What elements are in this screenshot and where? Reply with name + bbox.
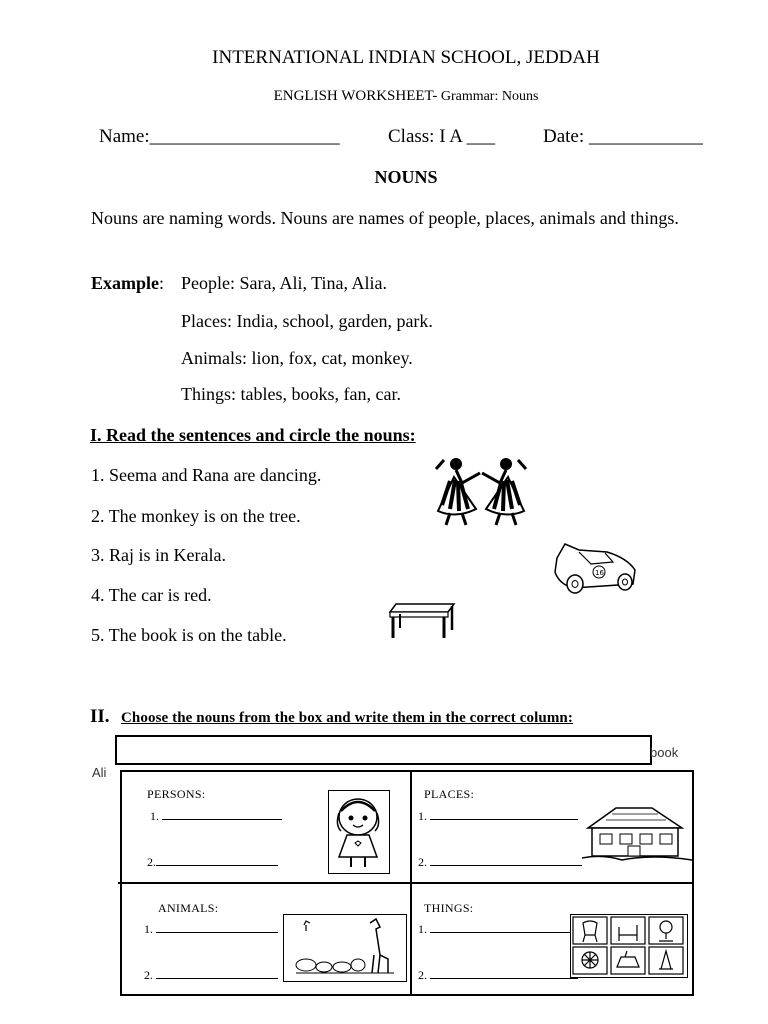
animals-blank-1[interactable] bbox=[144, 922, 278, 937]
sentence-5[interactable]: 5. The book is on the table. bbox=[91, 625, 287, 645]
animals-blank-2[interactable] bbox=[144, 968, 278, 983]
worksheet-title bbox=[0, 88, 768, 105]
example-label: Example bbox=[91, 273, 160, 293]
sentence-1[interactable]: 1. Seema and Rana are dancing. bbox=[91, 465, 322, 485]
animals-heading: ANIMALS: bbox=[158, 901, 219, 915]
household-things-icon bbox=[570, 914, 688, 978]
things-blank-1-num: 1. bbox=[418, 922, 427, 936]
sentence-2[interactable]: 2. The monkey is on the tree. bbox=[91, 506, 301, 526]
house-icon bbox=[582, 804, 692, 864]
worksheet-topic: Grammar: Nouns bbox=[437, 89, 539, 104]
things-blank-1[interactable] bbox=[418, 922, 578, 937]
places-blank-1[interactable] bbox=[418, 809, 578, 824]
example-animals: Animals: lion, fox, cat, monkey. bbox=[181, 348, 413, 368]
example-colon: : bbox=[159, 273, 165, 293]
example-places: Places: India, school, garden, park. bbox=[181, 311, 433, 331]
persons-blank-1-num: 1. bbox=[150, 809, 159, 823]
row-divider bbox=[118, 882, 694, 884]
section2-heading: Choose the nouns from the box and write them in the correct column: bbox=[121, 710, 573, 726]
dancing-girls-icon bbox=[432, 455, 530, 527]
example-things: Things: tables, books, fan, car. bbox=[181, 384, 401, 404]
section1-heading: I. Read the sentences and circle the nouns: bbox=[90, 425, 416, 445]
persons-blank-2-num: 2. bbox=[147, 855, 156, 869]
svg-text:16: 16 bbox=[595, 569, 604, 577]
places-blank-1-num: 1. bbox=[418, 809, 427, 823]
persons-heading: PERSONS: bbox=[147, 787, 206, 801]
date-field[interactable]: Date: ____________ bbox=[543, 126, 703, 147]
girl-icon bbox=[328, 790, 390, 874]
word-box bbox=[115, 735, 652, 765]
animals-icon bbox=[283, 914, 407, 982]
page-title: NOUNS bbox=[374, 167, 438, 187]
worksheet-prefix: ENGLISH WORKSHEET- bbox=[273, 88, 438, 104]
name-field[interactable]: Name:____________________ bbox=[99, 126, 340, 147]
table-icon bbox=[388, 600, 458, 640]
definition-text: Nouns are naming words. Nouns are names of people, places, animals and things. bbox=[91, 208, 679, 228]
example-label-row bbox=[91, 273, 164, 294]
noun-columns-table bbox=[120, 770, 694, 996]
word-box-overflow-right: book bbox=[650, 745, 679, 760]
school-name: INTERNATIONAL INDIAN SCHOOL, JEDDAH bbox=[212, 47, 600, 68]
word-box-overflow-left: Ali bbox=[92, 765, 107, 780]
section2-number: II. bbox=[90, 706, 110, 727]
animals-blank-2-num: 2. bbox=[144, 968, 153, 982]
example-people: People: Sara, Ali, Tina, Alia. bbox=[181, 273, 388, 293]
things-blank-2[interactable] bbox=[418, 968, 578, 983]
race-car-icon bbox=[551, 540, 639, 598]
class-field[interactable]: Class: I A ___ bbox=[388, 126, 496, 147]
things-heading: THINGS: bbox=[424, 901, 474, 915]
places-heading: PLACES: bbox=[424, 787, 475, 801]
sentence-3[interactable]: 3. Raj is in Kerala. bbox=[91, 545, 226, 565]
persons-blank-2[interactable] bbox=[147, 855, 278, 870]
places-blank-2-num: 2. bbox=[418, 855, 427, 869]
persons-blank-1[interactable] bbox=[150, 809, 282, 824]
animals-blank-1-num: 1. bbox=[144, 922, 153, 936]
places-blank-2[interactable] bbox=[418, 855, 582, 870]
things-blank-2-num: 2. bbox=[418, 968, 427, 982]
sentence-4[interactable]: 4. The car is red. bbox=[91, 585, 212, 605]
